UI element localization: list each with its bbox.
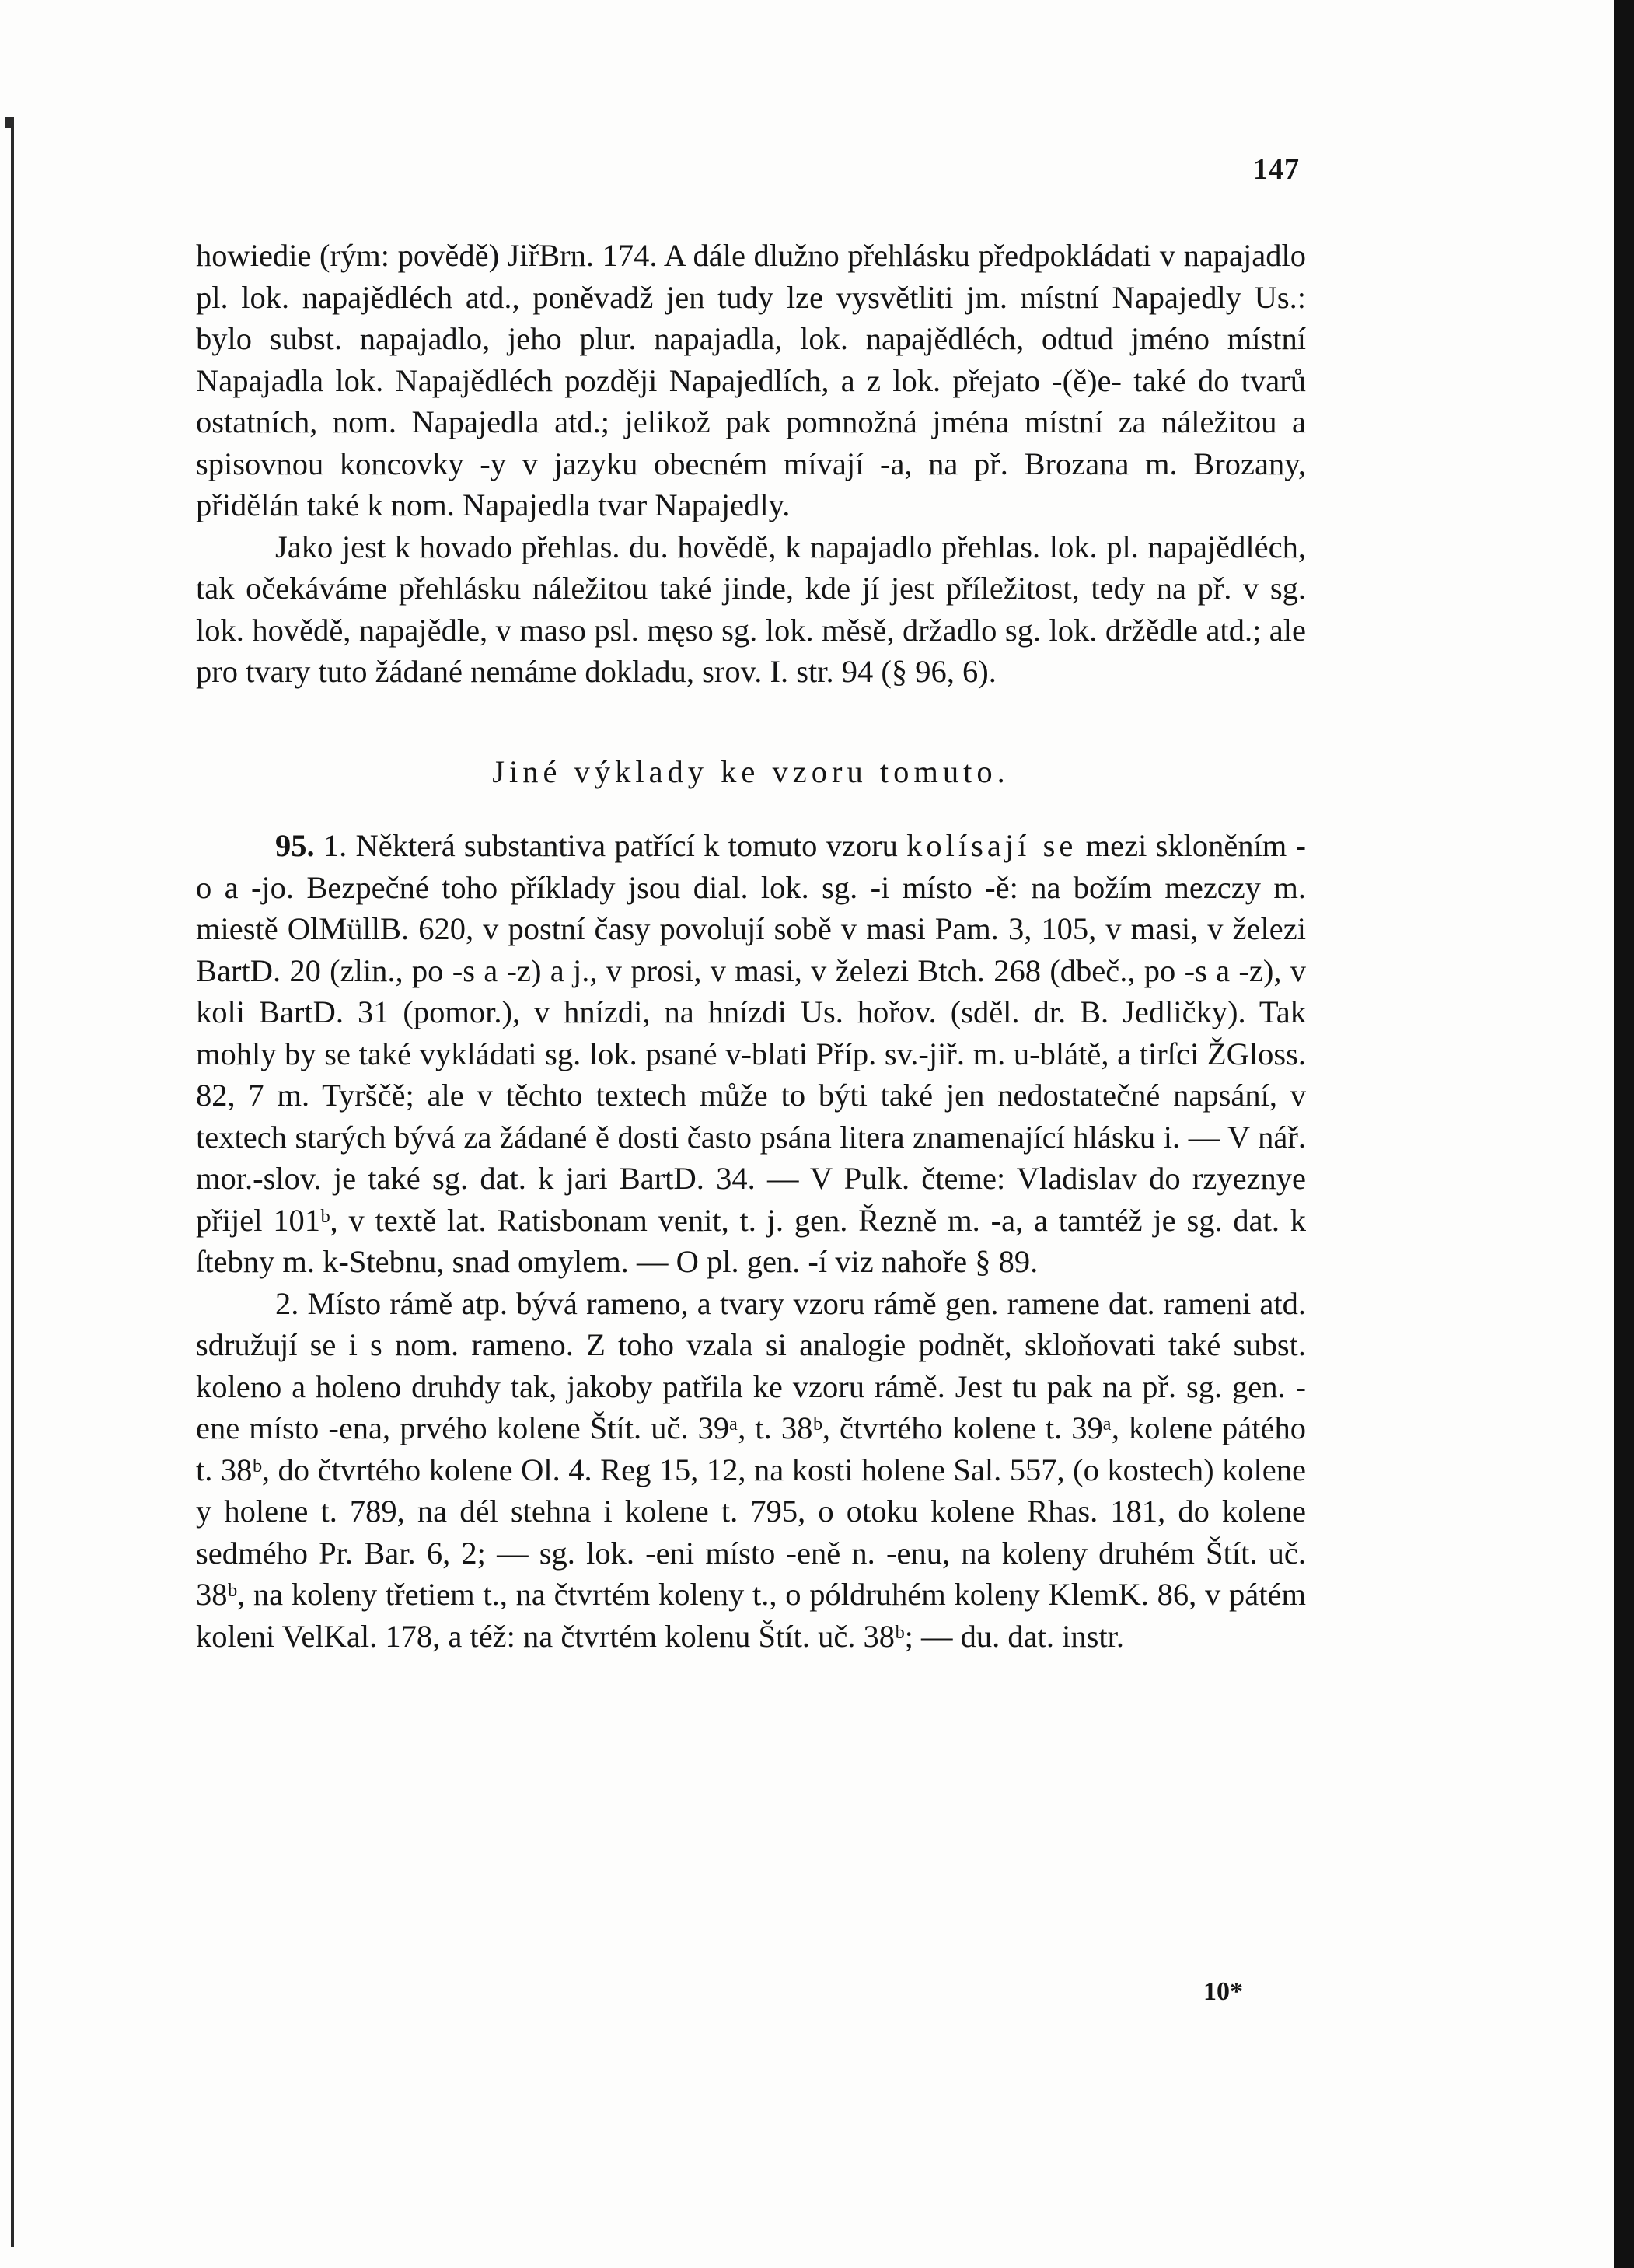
paragraph-95-lead: 1. Některá substantiva patřící k tomuto vzoru [323,828,898,863]
binding-edge [11,117,14,2247]
page-text [196,235,1306,1657]
section-heading: Jiné výklady ke vzoru tomuto. [492,753,1010,789]
section-number: 95. [275,828,315,863]
paragraph-95-emphasis: kolísají se [906,828,1077,863]
paragraph-2: Jako jest k hovado přehlas. du. hovědě, k napajadlo přehlas. lok. pl. napajědléch, tak očekáváme přehlásku náležitou také jinde, kde jí jest příležitost, tedy na př. v sg. lok. hovědě, napajědle, v maso psl. męso sg. lok. měsě, držadlo sg. lok. držědle atd.; ale pro tvary tuto žádané nemáme dokladu, srov. I. str. 94 (§ 96, 6). [196,529,1306,689]
printer-signature: 10* [1203,1977,1243,2006]
page-number: 147 [1253,153,1300,186]
paragraph-1: howiedie (rým: povědě) JiřBrn. 174. A dále dlužno přehlásku předpokládati v napajadlo pl. lok. napajědléch atd., poněvadž jen tudy lze vysvětliti jm. místní Napajedly Us.: bylo subst. napajadlo, jeho plur. napajadla, lok. napajědléch, odtud jméno místní Napajadla lok. Napajědléch později Napajedlích, a z lok. přejato -(ě)e- také do tvarů ostatních, nom. Napajedla atd.; jelikož pak pomnožná jména místní za náležitou a spisovnou koncovky -y v jazyku obecném mívají -a, na př. Brozana m. Brozany, přidělán také k nom. Napajedla tvar Napajedly. [196,238,1306,522]
scan-border-right [1614,0,1634,2268]
binding-mark [5,117,14,128]
paragraph-95-text: mezi skloněním -o a -jo. Bezpečné toho příklady jsou dial. lok. sg. -i místo -ě: na božím mezczy m. miestě OlMüllB. 620, v postní časy povolují sobě v masi Pam. 3, 105, v masi, v železi BartD. 20 (zlin., po -s a -z) a j., v prosi, v masi, v železi Btch. 268 (dbeč., po -s a -z), v koli BartD. 31 (pomor.), v hnízdi, na hnízdi Us. hořov. (sděl. dr. B. Jedličky). Tak mohly by se také vykládati sg. lok. psané v-blati Příp. sv.-jiř. m. u-blátě, a tirſci ŽGloss. 82, 7 m. Tyrščě; ale v těchto textech může to býti také jen nedostatečné napsání, v textech starých bývá za žádané ě dosti často psána litera znamenající hlásku i. — V nář. mor.-slov. je také sg. dat. k jari BartD. 34. — V Pulk. čteme: Vladislav do rzyeznye přijel 101ᵇ, v textě lat. Ratisbonam venit, t. j. gen. Řezně m. -a, a tamtéž je sg. dat. k ſtebny m. k-Stebnu, snad omylem. — O pl. gen. -í viz nahoře § 89. [196,828,1307,1279]
paragraph-95 [196,825,1306,1283]
paragraph-95-2: 2. Místo rámě atp. bývá rameno, a tvary vzoru rámě gen. ramene dat. rameni atd. sdružují se i s nom. rameno. Z toho vzala si analogie podnět, skloňovati také subst. koleno a holeno druhdy tak, jakoby patřila ke vzoru rámě. Jest tu pak na př. sg. gen. -ene místo -ena, prvého kolene Štít. uč. 39ᵃ, t. 38ᵇ, čtvrtého kolene t. 39ᵃ, kolene pátého t. 38ᵇ, do čtvrtého kolene Ol. 4. Reg 15, 12, na kosti holene Sal. 557, (o kostech) kolene y holene t. 789, na dél stehna i kolene t. 795, o otoku kolene Rhas. 181, do kolene sedmého Pr. Bar. 6, 2; — sg. lok. -eni místo -eně n. -enu, na koleny druhém Štít. uč. 38ᵇ, na koleny třetiem t., na čtvrtém koleny t., o póldruhém koleny KlemK. 86, v pátém koleni VelKal. 178, a též: na čtvrtém kolenu Štít. uč. 38ᵇ; — du. dat. instr. [196,1285,1306,1654]
